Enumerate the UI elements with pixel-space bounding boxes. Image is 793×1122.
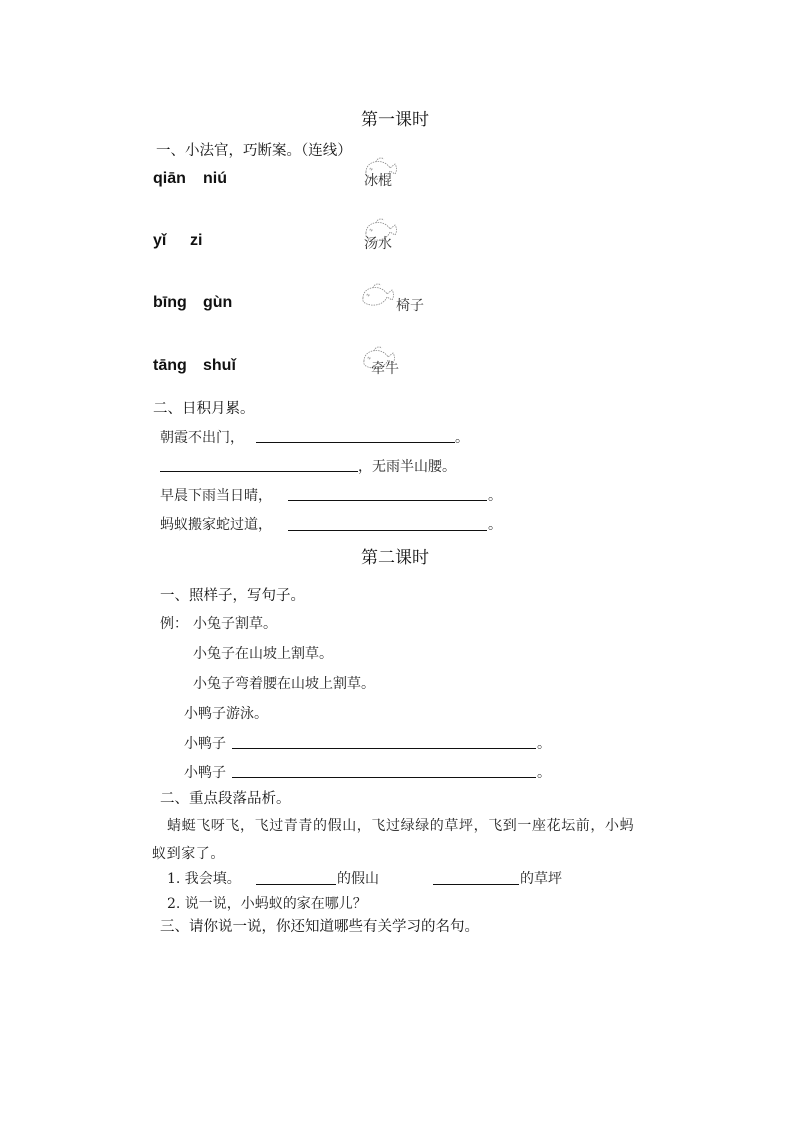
fill-blank-line[interactable] (256, 884, 336, 885)
word-item[interactable]: 牵牛 (371, 361, 399, 377)
blank-suffix: 的草坪 (520, 871, 562, 887)
proverb-line-3-text: 早晨下雨当日晴， (160, 488, 272, 504)
pinyin-syllable: bīng (153, 294, 187, 311)
section-heading-accumulation: 二、日积月累。 (153, 401, 255, 417)
pinyin-syllable: niú (203, 170, 227, 187)
proverb-punct: 。 (488, 517, 502, 533)
proverb-line-4-text: 蚂蚁搬家蛇过道， (160, 517, 272, 533)
fill-blank-line[interactable] (160, 471, 358, 472)
fill-sentence-punct: 。 (537, 765, 551, 781)
prompt-sentence: 小鸭子游泳。 (184, 706, 268, 722)
fill-blank-line[interactable] (232, 777, 536, 778)
section-heading-quotes: 三、请你说一说，你还知道哪些有关学习的名句。 (160, 919, 479, 935)
section-heading-sentences: 一、照样子，写句子。 (160, 588, 305, 604)
proverb-punct: 。 (488, 488, 502, 504)
example-label: 例： (160, 616, 188, 632)
fill-blank-line[interactable] (256, 442, 455, 443)
blank-suffix: 的假山 (337, 871, 379, 887)
paragraph-line: 蚁到家了。 (152, 846, 225, 862)
lesson2-title: 第二课时 (361, 548, 429, 568)
pinyin-syllable: shuǐ (203, 357, 236, 374)
fill-blank-line[interactable] (288, 530, 487, 531)
fill-blank-line[interactable] (433, 884, 519, 885)
pinyin-item[interactable] (153, 357, 236, 375)
word-item[interactable]: 椅子 (396, 298, 424, 314)
pinyin-syllable: qiān (153, 170, 186, 187)
example-line: 小兔子在山坡上割草。 (193, 646, 333, 662)
fill-sentence-punct: 。 (537, 736, 551, 752)
proverb-punct: 。 (455, 430, 469, 446)
fill-sentence-prefix: 小鸭子 (184, 765, 226, 781)
question-2: 2. 说一说，小蚂蚁的家在哪儿？ (167, 896, 367, 912)
word-item[interactable]: 冰棍 (364, 173, 392, 189)
fill-sentence-prefix: 小鸭子 (184, 736, 226, 752)
fish-icon (357, 280, 397, 312)
pinyin-syllable: tāng (153, 357, 187, 374)
fill-blank-line[interactable] (288, 500, 487, 501)
lesson1-title: 第一课时 (361, 110, 429, 130)
section-heading-matching: 一、小法官，巧断案。（连线） (156, 143, 352, 159)
proverb-line-1-text: 朝霞不出门， (160, 430, 244, 446)
example-line: 小兔子弯着腰在山坡上割草。 (193, 676, 375, 692)
question-1-label: 1. 我会填。 (167, 871, 241, 887)
section-heading-analysis: 二、重点段落品析。 (160, 791, 291, 807)
pinyin-syllable: yǐ (153, 232, 167, 249)
paragraph-line: 蜻蜓飞呀飞，飞过青青的假山，飞过绿绿的草坪，飞到一座花坛前，小蚂 (167, 818, 635, 834)
pinyin-item[interactable] (153, 170, 227, 188)
word-item[interactable]: 汤水 (364, 236, 392, 252)
proverb-line-2-text: ，无雨半山腰。 (358, 459, 456, 475)
pinyin-syllable: gùn (203, 294, 233, 311)
pinyin-syllable: zi (190, 232, 203, 249)
pinyin-item[interactable] (153, 294, 233, 312)
pinyin-item[interactable] (153, 232, 203, 250)
fill-blank-line[interactable] (232, 748, 536, 749)
example-line: 小兔子割草。 (193, 616, 277, 632)
